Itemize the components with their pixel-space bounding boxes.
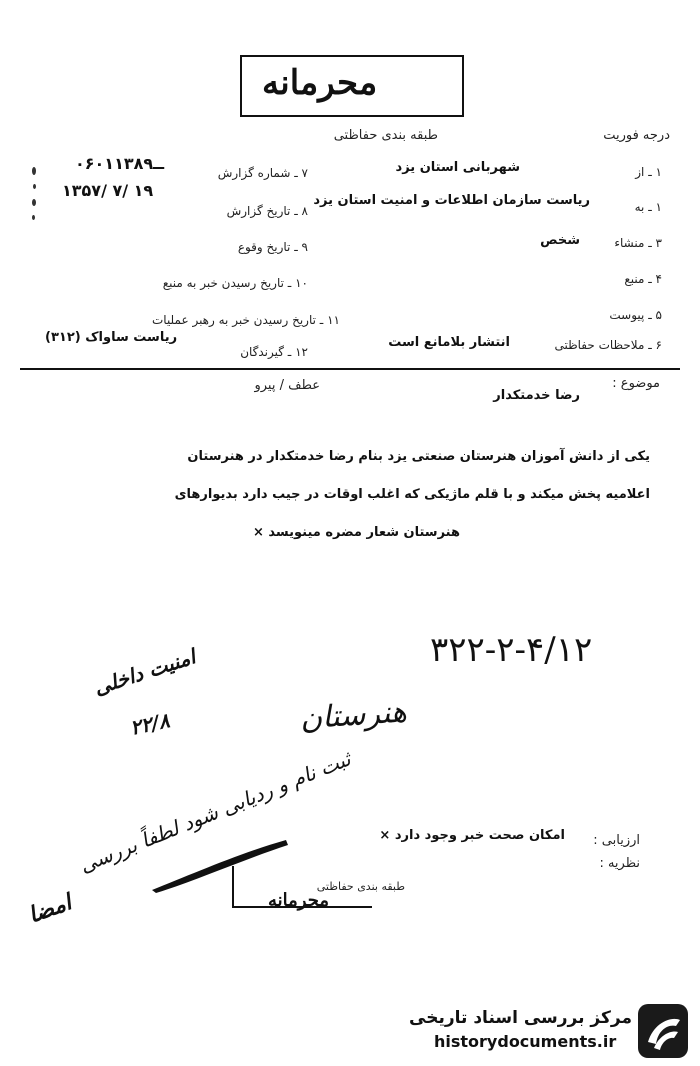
form-field-label: ۵ ـ پیوست bbox=[609, 308, 662, 322]
margin-mark bbox=[32, 167, 36, 175]
form-field-label: ۱ ـ به bbox=[634, 200, 662, 214]
watermark-title: مرکز بررسی اسناد تاریخی bbox=[409, 1008, 632, 1028]
form-field-label: ۳ ـ منشاء bbox=[614, 236, 662, 250]
classification-stamp-top bbox=[240, 55, 464, 117]
form-field-label: ۱۰ ـ تاریخ رسیدن خبر به منبع bbox=[162, 276, 308, 290]
form-field-value: شهربانی استان یزد bbox=[395, 160, 520, 175]
watermark-url: historydocuments.ir bbox=[434, 1032, 617, 1051]
urgency-label: درجه فوریت bbox=[603, 128, 670, 143]
form-field-label: ۹ ـ تاریخ وقوع bbox=[237, 240, 308, 254]
opinion-label: نظریه : bbox=[599, 856, 640, 871]
evaluation-label: ارزیابی : bbox=[593, 833, 640, 848]
watermark bbox=[409, 1000, 690, 1062]
form-field-label: ۴ ـ منبع bbox=[624, 272, 662, 286]
margin-mark bbox=[33, 184, 36, 189]
form-field-label: ۱ ـ از bbox=[635, 165, 662, 179]
report-number-value: ۰۶۰۱ــ۱۳۸۹ bbox=[75, 154, 165, 173]
evaluation-value: امکان صحت خبر وجود دارد × bbox=[379, 828, 565, 843]
form-field-value: ریاست سازمان اطلاعات و امنیت استان یزد bbox=[313, 193, 590, 208]
classification-stamp-text: محرمانه bbox=[262, 63, 378, 103]
footer-classification-label: طبقه بندی حفاظتی bbox=[316, 880, 405, 893]
margin-mark bbox=[32, 215, 35, 220]
handwritten-signature: امضا bbox=[24, 889, 75, 929]
body-line: هنرستان شعار مضره مینویسد × bbox=[252, 525, 460, 540]
report-date-value: ۱۳۵۷/ ۷/ ۱۹ bbox=[62, 181, 154, 200]
handwritten-note-hanarestan: هنرستان bbox=[298, 694, 408, 737]
form-field-label: ۱۲ ـ گیرندگان bbox=[240, 345, 308, 359]
margin-mark bbox=[32, 199, 36, 206]
pen-stroke bbox=[150, 835, 290, 895]
body-line: اعلامیه پخش میکند و با قلم ماژیکی که اغلب اوقات در جیب دارد بدیوارهای bbox=[174, 487, 650, 502]
handwritten-reference-number: ۳۲۲-۲-۴/۱۲ bbox=[430, 630, 593, 670]
form-field-value: انتشار بلامانع است bbox=[388, 335, 510, 350]
classification-label: طبقه بندی حفاظتی bbox=[333, 128, 438, 143]
form-field-label: ۱۱ ـ تاریخ رسیدن خبر به رهبر عملیات bbox=[151, 313, 340, 327]
form-field-value: شخص bbox=[540, 233, 580, 248]
footer-box-left bbox=[232, 866, 234, 908]
subject-label: موضوع : bbox=[612, 376, 660, 391]
body-line: یکی از دانش آموزان هنرستان صنعتی یزد بنام رضا خدمتکدار در هنرستان bbox=[187, 449, 650, 464]
form-field-label: ۶ ـ ملاحظات حفاظتی bbox=[554, 338, 662, 352]
handwritten-action-note: ثبت نام و ردیابی شود لطفاً بررسی bbox=[76, 746, 354, 878]
handwritten-note-internal-security: امنیت داخلی bbox=[90, 644, 199, 700]
subject-value: رضا خدمتکدار bbox=[493, 388, 580, 403]
reference-label: عطف / پیرو bbox=[254, 378, 320, 393]
form-field-label: ۷ ـ شماره گزارش bbox=[217, 166, 308, 180]
recipients-value: ریاست ساواک (۳۱۲) bbox=[45, 330, 178, 345]
footer-classification-stamp: محرمانه bbox=[268, 890, 329, 911]
watermark-logo-icon bbox=[638, 1004, 688, 1058]
form-field-label: ۸ ـ تاریخ گزارش bbox=[226, 204, 308, 218]
handwritten-note-date: ۲۲/۸ bbox=[127, 708, 172, 740]
header-divider bbox=[20, 368, 680, 370]
